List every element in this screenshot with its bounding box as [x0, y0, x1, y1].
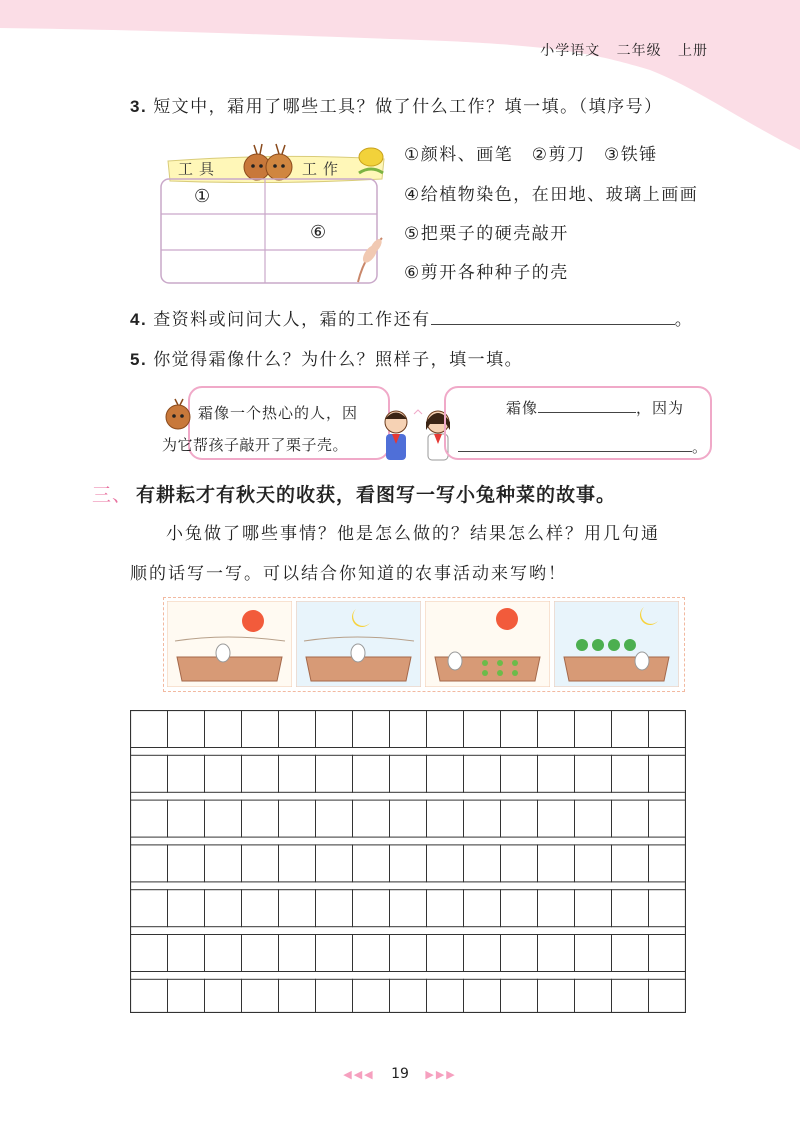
- grid-cell[interactable]: [168, 935, 205, 972]
- grid-cell[interactable]: [427, 800, 464, 837]
- grid-cell[interactable]: [501, 935, 538, 972]
- fill-line-1: [506, 397, 684, 418]
- grid-cell[interactable]: [427, 711, 464, 748]
- grid-cell[interactable]: [575, 800, 612, 837]
- page-footer: [0, 1066, 800, 1082]
- grid-cell[interactable]: [464, 845, 501, 882]
- grid-cell[interactable]: [612, 755, 649, 792]
- story-panel-1: [167, 601, 292, 687]
- header-volume: 上册: [678, 43, 708, 59]
- grid-cell[interactable]: [131, 800, 168, 837]
- grid-cell[interactable]: [205, 755, 242, 792]
- grid-cell[interactable]: [131, 755, 168, 792]
- grid-cell[interactable]: [649, 711, 686, 748]
- grid-cell[interactable]: [353, 800, 390, 837]
- tools-work-table: [160, 178, 378, 284]
- grid-cell[interactable]: [464, 711, 501, 748]
- section-3-instruction-1: 小兔做了哪些事情？他是怎么做的？结果怎么样？用几句通: [166, 524, 660, 544]
- table-col-work: 工作: [302, 160, 345, 178]
- header-subject-line: [540, 40, 708, 60]
- header-grade: 二年级: [616, 43, 662, 59]
- grid-cell[interactable]: [316, 800, 353, 837]
- grid-cell[interactable]: [649, 755, 686, 792]
- grid-cell[interactable]: [279, 711, 316, 748]
- grid-cell[interactable]: [575, 935, 612, 972]
- example-line-1: 霜像一个热心的人，因: [198, 404, 359, 422]
- fill-line-2: [458, 436, 707, 457]
- grid-cell[interactable]: [390, 755, 427, 792]
- question-4: [130, 305, 693, 330]
- grid-cell[interactable]: [131, 711, 168, 748]
- grid-cell[interactable]: [390, 845, 427, 882]
- grid-cell[interactable]: [649, 979, 686, 1013]
- question-5-number: 5.: [130, 350, 148, 369]
- chestnut-icon: [240, 141, 296, 183]
- grid-cell[interactable]: [279, 755, 316, 792]
- grid-cell[interactable]: [427, 979, 464, 1013]
- story-panel-4: [554, 601, 679, 687]
- chestnut-character-icon: [162, 398, 194, 432]
- grid-cell[interactable]: [649, 845, 686, 882]
- grid-cell[interactable]: [353, 711, 390, 748]
- grid-cell[interactable]: [168, 890, 205, 927]
- grid-cell[interactable]: [612, 890, 649, 927]
- grid-cell[interactable]: [316, 711, 353, 748]
- header-band: [0, 0, 800, 150]
- grid-cell[interactable]: [131, 845, 168, 882]
- grid-cell[interactable]: [242, 890, 279, 927]
- grid-cell[interactable]: [612, 979, 649, 1013]
- grid-cell[interactable]: [242, 755, 279, 792]
- grid-cell[interactable]: [575, 711, 612, 748]
- grid-cell[interactable]: [279, 979, 316, 1013]
- grid-cell[interactable]: [612, 845, 649, 882]
- grid-cell[interactable]: [242, 845, 279, 882]
- story-panel-2: [296, 601, 421, 687]
- grid-cell[interactable]: [464, 755, 501, 792]
- footer-arrows-right: ▶▶▶: [425, 1068, 457, 1081]
- option-line-1: ①颜料、画笔 ②剪刀 ③铁锤: [404, 145, 658, 165]
- grid-cell[interactable]: [575, 755, 612, 792]
- grid-cell[interactable]: [538, 979, 575, 1013]
- grid-cell[interactable]: [131, 935, 168, 972]
- grid-cell[interactable]: [353, 755, 390, 792]
- grid-cell[interactable]: [205, 979, 242, 1013]
- example-line-2: 为它帮孩子敲开了栗子壳。: [162, 436, 349, 454]
- section-3-number: 三、: [92, 484, 133, 506]
- grid-cell[interactable]: [464, 979, 501, 1013]
- grid-cell[interactable]: [501, 800, 538, 837]
- grid-cell[interactable]: [353, 935, 390, 972]
- section-3-instruction-2: 顺的话写一写。可以结合你知道的农事活动来写哟！: [130, 564, 567, 584]
- table-col-tools: 工具: [178, 160, 221, 178]
- grid-cell[interactable]: [205, 845, 242, 882]
- grid-cell[interactable]: [427, 935, 464, 972]
- option-line-2: ④给植物染色，在田地、玻璃上画画: [404, 185, 699, 205]
- question-4-number: 4.: [130, 310, 148, 329]
- option-line-3: ⑤把栗子的硬壳敲开: [404, 224, 569, 244]
- question-4-end: 。: [674, 310, 694, 330]
- grid-cell[interactable]: [575, 890, 612, 927]
- grid-cell[interactable]: [316, 979, 353, 1013]
- grid-cell[interactable]: [316, 845, 353, 882]
- grid-cell[interactable]: [242, 979, 279, 1013]
- grid-cell[interactable]: [538, 935, 575, 972]
- grid-cell[interactable]: [131, 890, 168, 927]
- grid-cell[interactable]: [538, 755, 575, 792]
- grid-cell[interactable]: [168, 979, 205, 1013]
- grid-cell[interactable]: [279, 845, 316, 882]
- grid-cell[interactable]: [538, 711, 575, 748]
- grid-cell[interactable]: [390, 935, 427, 972]
- grid-cell[interactable]: [242, 711, 279, 748]
- option-line-4: ⑥剪开各种种子的壳: [404, 263, 569, 283]
- grid-cell[interactable]: [427, 845, 464, 882]
- grid-cell[interactable]: [427, 755, 464, 792]
- grid-cell[interactable]: [649, 890, 686, 927]
- grid-cell[interactable]: [427, 890, 464, 927]
- grid-cell[interactable]: [501, 711, 538, 748]
- rabbit-icon: [351, 644, 365, 662]
- fill-blank-2[interactable]: [458, 437, 692, 452]
- grid-cell[interactable]: [390, 890, 427, 927]
- fill-end: 。: [692, 438, 708, 456]
- grid-cell[interactable]: [501, 890, 538, 927]
- grid-cell[interactable]: [131, 979, 168, 1013]
- grid-cell[interactable]: [612, 711, 649, 748]
- rabbit-icon: [635, 652, 649, 670]
- grid-cell[interactable]: [279, 935, 316, 972]
- footer-arrows-left: ◀◀◀: [343, 1068, 375, 1081]
- grid-cell[interactable]: [316, 755, 353, 792]
- story-picture-strip: [163, 597, 685, 692]
- grid-cell[interactable]: [649, 935, 686, 972]
- grid-cell[interactable]: [168, 755, 205, 792]
- grid-cell[interactable]: [168, 845, 205, 882]
- section-3-title: [92, 480, 616, 507]
- grid-cell[interactable]: [316, 890, 353, 927]
- grid-cell[interactable]: [464, 890, 501, 927]
- wheat-icon: [354, 143, 388, 183]
- grid-cell[interactable]: [538, 800, 575, 837]
- grid-cell[interactable]: [464, 800, 501, 837]
- grid-cell[interactable]: [205, 800, 242, 837]
- grid-cell[interactable]: [242, 800, 279, 837]
- grid-cell[interactable]: [353, 890, 390, 927]
- grid-cell[interactable]: [205, 890, 242, 927]
- grid-cell[interactable]: [205, 935, 242, 972]
- fill-prefix: 霜像: [506, 399, 539, 417]
- grid-cell[interactable]: [279, 890, 316, 927]
- sun-icon: [496, 608, 518, 630]
- question-3: [130, 92, 663, 117]
- header-subject: 小学语文: [540, 43, 601, 59]
- grid-cell[interactable]: [242, 935, 279, 972]
- grid-cell[interactable]: [464, 935, 501, 972]
- question-5-text: 你觉得霜像什么？为什么？照样子，填一填。: [153, 350, 524, 370]
- grid-cell[interactable]: [538, 890, 575, 927]
- page-number: 19: [391, 1066, 409, 1082]
- section-3-text: 有耕耘才有秋天的收获，看图写一写小兔种菜的故事。: [136, 484, 617, 506]
- grid-cell[interactable]: [279, 800, 316, 837]
- grid-cell[interactable]: [501, 755, 538, 792]
- grid-cell[interactable]: [390, 800, 427, 837]
- grid-cell[interactable]: [501, 979, 538, 1013]
- question-3-number: 3.: [130, 97, 148, 116]
- grid-cell[interactable]: [538, 845, 575, 882]
- grid-cell[interactable]: [390, 711, 427, 748]
- grid-cell[interactable]: [353, 845, 390, 882]
- grid-cell[interactable]: [390, 979, 427, 1013]
- question-4-answer-blank[interactable]: [431, 306, 675, 325]
- rabbit-icon: [448, 652, 462, 670]
- table-cell-work-sample: ⑥: [310, 222, 327, 243]
- question-3-text: 短文中，霜用了哪些工具？做了什么工作？填一填。（填序号）: [153, 97, 663, 117]
- grid-cell[interactable]: [575, 979, 612, 1013]
- grid-cell[interactable]: [649, 800, 686, 837]
- grid-cell[interactable]: [168, 711, 205, 748]
- grid-cell[interactable]: [501, 845, 538, 882]
- table-cell-tool-sample: ①: [194, 186, 211, 207]
- fill-mid: ，因为: [636, 399, 685, 417]
- rabbit-icon: [216, 644, 230, 662]
- sun-icon: [242, 610, 264, 632]
- grid-cell[interactable]: [353, 979, 390, 1013]
- grid-cell[interactable]: [575, 845, 612, 882]
- story-panel-3: [425, 601, 550, 687]
- grid-cell[interactable]: [205, 711, 242, 748]
- grid-cell[interactable]: [612, 935, 649, 972]
- leaf-icon: [352, 232, 386, 286]
- grid-cell[interactable]: [316, 935, 353, 972]
- writing-grid[interactable]: [130, 710, 686, 1013]
- question-5: [130, 345, 523, 370]
- grid-cell[interactable]: [168, 800, 205, 837]
- question-4-text: 查资料或问问大人，霜的工作还有: [153, 310, 431, 330]
- fill-blank-1[interactable]: [538, 398, 636, 413]
- grid-cell[interactable]: [612, 800, 649, 837]
